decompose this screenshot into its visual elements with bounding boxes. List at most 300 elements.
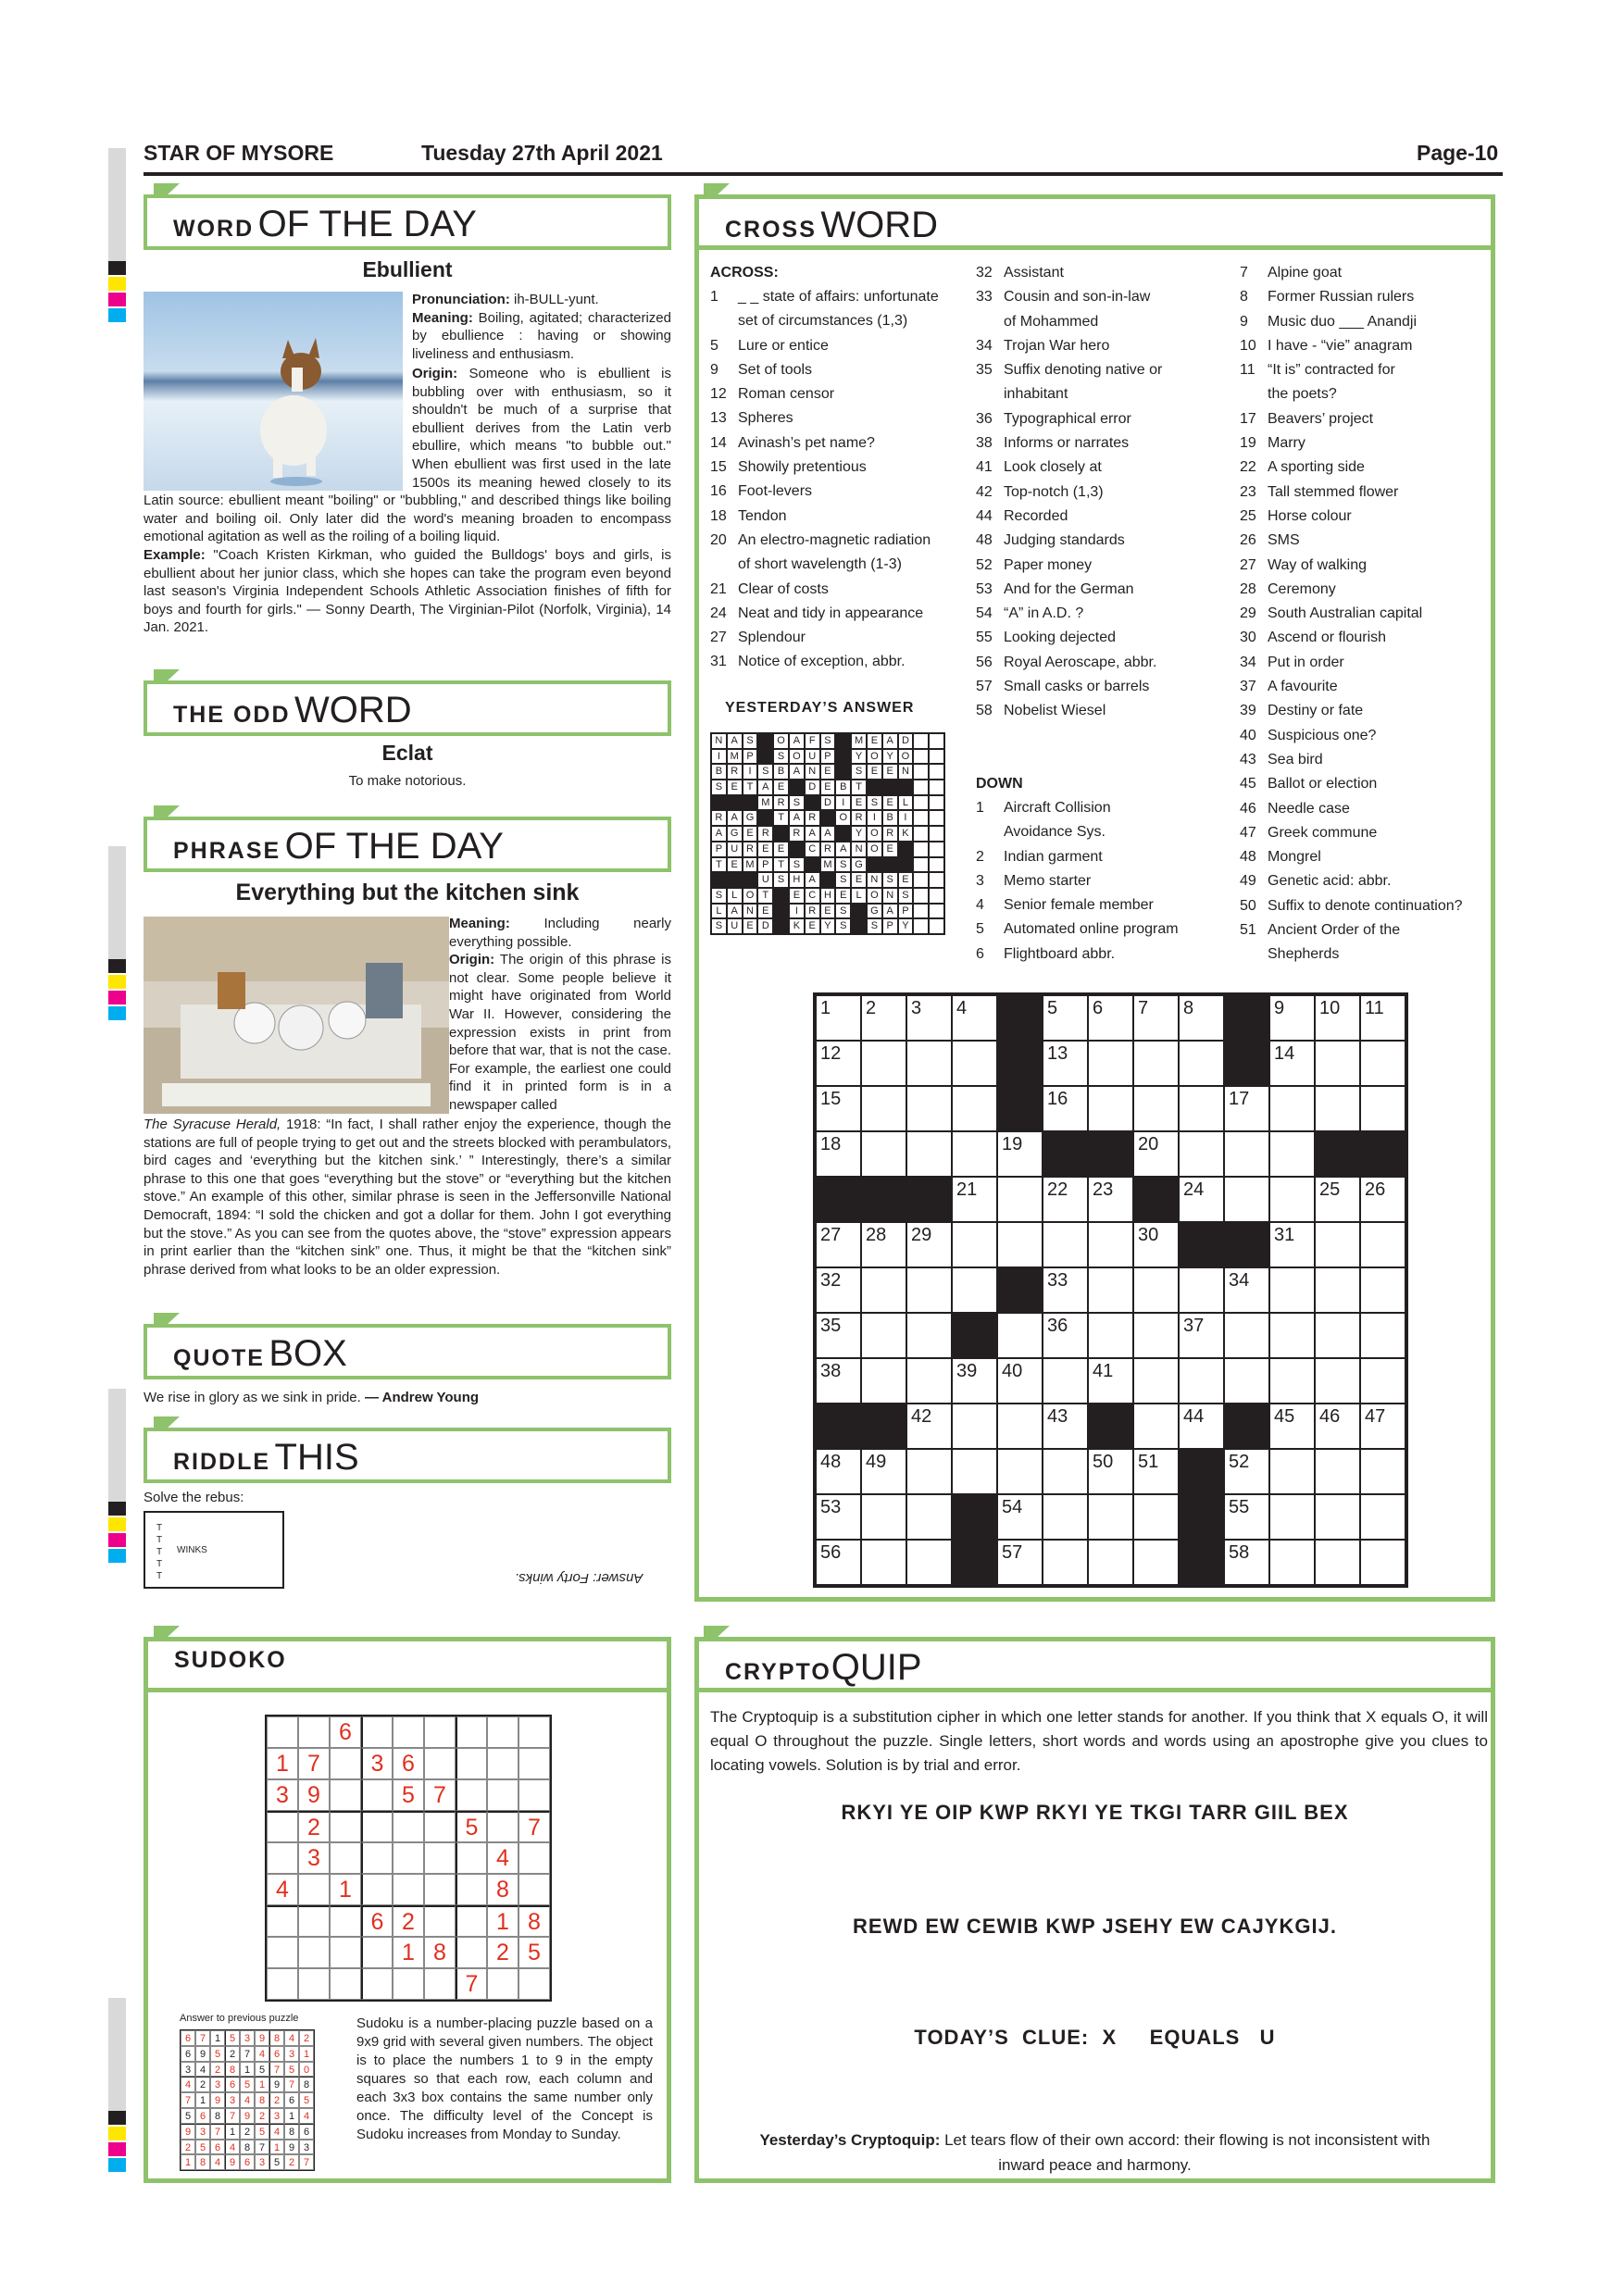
sudoku-cell[interactable] bbox=[330, 1842, 361, 1874]
crossword-cell[interactable] bbox=[952, 1086, 997, 1131]
sudoku-cell[interactable] bbox=[487, 1716, 518, 1748]
crossword-cell[interactable] bbox=[1043, 1494, 1088, 1540]
crossword-cell[interactable] bbox=[1360, 1494, 1405, 1540]
crossword-cell[interactable]: 45 bbox=[1269, 1404, 1315, 1449]
crossword-cell[interactable]: 6 bbox=[1088, 995, 1133, 1041]
sudoku-answer-cell: 6 bbox=[210, 2140, 225, 2155]
sudoku-cell[interactable]: 3 bbox=[298, 1842, 330, 1874]
crossword-cell[interactable] bbox=[1360, 1449, 1405, 1494]
sudoku-cell[interactable] bbox=[267, 1811, 298, 1842]
crossword-cell[interactable]: 11 bbox=[1360, 995, 1405, 1041]
crossword-cell[interactable] bbox=[1315, 1041, 1360, 1086]
crossword-cell[interactable] bbox=[1360, 1358, 1405, 1404]
crossword-cell[interactable] bbox=[1269, 1540, 1315, 1585]
crossword-cell[interactable] bbox=[861, 1358, 906, 1404]
sudoku-cell[interactable] bbox=[456, 1748, 487, 1779]
crossword-cell[interactable] bbox=[861, 1267, 906, 1313]
sudoku-cell[interactable]: 3 bbox=[361, 1748, 393, 1779]
sudoku-answer-cell: 2 bbox=[269, 2092, 284, 2108]
sudoku-cell[interactable]: 8 bbox=[518, 1905, 550, 1937]
crossword-cell[interactable] bbox=[1088, 1494, 1133, 1540]
crossword-cell[interactable] bbox=[906, 1131, 952, 1177]
crossword-cell[interactable] bbox=[1133, 1313, 1179, 1358]
sudoku-answer-cell: 5 bbox=[269, 2154, 284, 2170]
sudoku-cell[interactable] bbox=[298, 1874, 330, 1905]
crossword-grid[interactable] bbox=[813, 992, 1408, 1588]
crossword-cell[interactable] bbox=[1043, 1540, 1088, 1585]
sudoku-cell[interactable] bbox=[424, 1716, 456, 1748]
sudoku-cell[interactable] bbox=[456, 1779, 487, 1811]
sudoku-cell[interactable] bbox=[267, 1842, 298, 1874]
crossword-cell[interactable] bbox=[1133, 1086, 1179, 1131]
sudoku-cell[interactable]: 4 bbox=[487, 1842, 518, 1874]
crossword-cell[interactable] bbox=[906, 1267, 952, 1313]
clue-text: Senior female member bbox=[1004, 897, 1154, 914]
crossword-cell[interactable]: 23 bbox=[1088, 1177, 1133, 1222]
crossword-cell[interactable]: 51 bbox=[1133, 1449, 1179, 1494]
crossword-cell[interactable]: 9 bbox=[1269, 995, 1315, 1041]
sudoku-cell[interactable] bbox=[361, 1968, 393, 2000]
sudoku-cell[interactable] bbox=[456, 1905, 487, 1937]
crossword-cell[interactable]: 39 bbox=[952, 1358, 997, 1404]
clue-text: Nobelist Wiesel bbox=[1004, 703, 1106, 719]
sudoku-cell[interactable]: 6 bbox=[393, 1748, 424, 1779]
sudoku-cell[interactable]: 1 bbox=[487, 1905, 518, 1937]
crossword-cell[interactable] bbox=[1269, 1267, 1315, 1313]
crossword-cell[interactable]: 37 bbox=[1179, 1313, 1224, 1358]
crossword-cell[interactable] bbox=[952, 1131, 997, 1177]
crossword-cell[interactable] bbox=[1360, 1041, 1405, 1086]
source-name: The Syracuse Herald, bbox=[144, 1117, 281, 1132]
sudoku-cell[interactable] bbox=[298, 1968, 330, 2000]
cryptoquip-clue: TODAY’S CLUE: X EQUALS U bbox=[914, 2026, 1276, 2049]
crossword-cell[interactable] bbox=[1360, 1313, 1405, 1358]
crossword-cell[interactable] bbox=[952, 1449, 997, 1494]
clue-item bbox=[1240, 285, 1490, 309]
crossword-cell[interactable]: 44 bbox=[1179, 1404, 1224, 1449]
sudoku-cell[interactable] bbox=[456, 1874, 487, 1905]
crossword-cell[interactable]: 13 bbox=[1043, 1041, 1088, 1086]
sudoku-cell[interactable] bbox=[330, 1811, 361, 1842]
phrase-header bbox=[144, 817, 671, 872]
crossword-cell[interactable] bbox=[1179, 1358, 1224, 1404]
crossword-cell[interactable] bbox=[1088, 1222, 1133, 1267]
sudoku-cell[interactable] bbox=[361, 1779, 393, 1811]
crossword-cell[interactable] bbox=[861, 1086, 906, 1131]
crossword-cell[interactable]: 29 bbox=[906, 1222, 952, 1267]
sudoku-cell[interactable] bbox=[330, 1968, 361, 2000]
crossword-cell[interactable]: 5 bbox=[1043, 995, 1088, 1041]
meaning-text: Including nearly everything possible. bbox=[449, 916, 671, 950]
answer-cell: R bbox=[820, 842, 836, 857]
crossword-cell[interactable]: 36 bbox=[1043, 1313, 1088, 1358]
meaning-label: Meaning: bbox=[449, 916, 510, 931]
answer-cell: P bbox=[898, 904, 914, 919]
answer-cell: T bbox=[757, 888, 773, 904]
crossword-cell[interactable]: 35 bbox=[816, 1313, 861, 1358]
answer-cell: L bbox=[727, 888, 743, 904]
clue-number: 41 bbox=[976, 459, 993, 476]
sudoku-cell[interactable]: 1 bbox=[267, 1748, 298, 1779]
crossword-cell[interactable]: 38 bbox=[816, 1358, 861, 1404]
sudoku-cell[interactable] bbox=[298, 1937, 330, 1968]
answer-block bbox=[743, 872, 758, 888]
clue-text: Informs or narrates bbox=[1004, 435, 1130, 452]
crossword-cell[interactable]: 28 bbox=[861, 1222, 906, 1267]
crossword-cell[interactable]: 52 bbox=[1224, 1449, 1269, 1494]
sudoku-cell[interactable] bbox=[518, 1748, 550, 1779]
crossword-cell[interactable] bbox=[1133, 1041, 1179, 1086]
crossword-cell[interactable]: 53 bbox=[816, 1494, 861, 1540]
answer-cell: O bbox=[867, 749, 882, 765]
sudoku-cell[interactable] bbox=[393, 1842, 424, 1874]
clue-text: Memo starter bbox=[1004, 872, 1092, 889]
crossword-cell[interactable] bbox=[861, 1540, 906, 1585]
sudoku-answer-cell: 6 bbox=[225, 2077, 240, 2092]
crossword-cell[interactable] bbox=[1133, 1494, 1179, 1540]
clue-text: Suffix denoting native or bbox=[1004, 362, 1163, 379]
crossword-cell[interactable] bbox=[861, 1041, 906, 1086]
crossword-cell[interactable]: 40 bbox=[997, 1358, 1043, 1404]
crossword-cell[interactable]: 19 bbox=[997, 1131, 1043, 1177]
crossword-cell[interactable] bbox=[906, 1540, 952, 1585]
sudoku-cell[interactable]: 5 bbox=[456, 1811, 487, 1842]
crossword-cell[interactable]: 14 bbox=[1269, 1041, 1315, 1086]
crossword-cell[interactable] bbox=[1224, 1358, 1269, 1404]
sudoku-cell[interactable] bbox=[298, 1716, 330, 1748]
crossword-cell[interactable]: 26 bbox=[1360, 1177, 1405, 1222]
crossword-cell[interactable] bbox=[1179, 1086, 1224, 1131]
crossword-cell[interactable]: 47 bbox=[1360, 1404, 1405, 1449]
crossword-cell[interactable] bbox=[1360, 1540, 1405, 1585]
sudoku-cell[interactable] bbox=[361, 1874, 393, 1905]
sudoku-cell[interactable]: 5 bbox=[393, 1779, 424, 1811]
crossword-cell[interactable]: 21 bbox=[952, 1177, 997, 1222]
sudoku-cell[interactable] bbox=[487, 1811, 518, 1842]
answer-block bbox=[743, 795, 758, 811]
crossword-cell[interactable] bbox=[1360, 1086, 1405, 1131]
sudoku-cell[interactable]: 7 bbox=[424, 1779, 456, 1811]
sudoku-cell[interactable] bbox=[456, 1716, 487, 1748]
crossword-cell[interactable] bbox=[1315, 1086, 1360, 1131]
sudoku-cell[interactable]: 2 bbox=[298, 1811, 330, 1842]
sudoku-cell[interactable] bbox=[298, 1905, 330, 1937]
sudoku-cell[interactable]: 4 bbox=[267, 1874, 298, 1905]
sudoku-cell[interactable] bbox=[393, 1968, 424, 2000]
clue-item bbox=[710, 382, 951, 406]
sudoku-cell[interactable]: 1 bbox=[330, 1874, 361, 1905]
crossword-cell[interactable]: 24 bbox=[1179, 1177, 1224, 1222]
sudoku-cell[interactable] bbox=[487, 1748, 518, 1779]
crossword-cell[interactable]: 7 bbox=[1133, 995, 1179, 1041]
answer-cell: N bbox=[882, 888, 898, 904]
crossword-cell[interactable] bbox=[1315, 1222, 1360, 1267]
sudoku-cell[interactable] bbox=[456, 1842, 487, 1874]
clue-item bbox=[976, 796, 1217, 820]
clue-item bbox=[1240, 724, 1490, 748]
crossword-cell[interactable]: 31 bbox=[1269, 1222, 1315, 1267]
clue-number: 50 bbox=[1240, 897, 1256, 914]
crossword-cell[interactable] bbox=[1224, 1313, 1269, 1358]
crossword-cell[interactable] bbox=[1088, 1267, 1133, 1313]
sudoku-cell[interactable] bbox=[424, 1968, 456, 2000]
clue-number: 5 bbox=[710, 337, 718, 354]
sudoku-cell[interactable] bbox=[330, 1905, 361, 1937]
crossword-cell[interactable]: 3 bbox=[906, 995, 952, 1041]
sudoku-cell[interactable] bbox=[267, 1937, 298, 1968]
crossword-cell[interactable] bbox=[997, 1222, 1043, 1267]
answer-cell: T bbox=[711, 857, 727, 873]
crossword-cell[interactable] bbox=[1315, 1449, 1360, 1494]
crossword-cell[interactable]: 58 bbox=[1224, 1540, 1269, 1585]
sudoku-cell[interactable]: 8 bbox=[424, 1937, 456, 1968]
clue-number: 21 bbox=[710, 580, 727, 597]
crossword-cell[interactable] bbox=[1269, 1086, 1315, 1131]
sudoku-cell[interactable]: 7 bbox=[518, 1811, 550, 1842]
crossword-cell[interactable] bbox=[997, 1404, 1043, 1449]
crossword-cell[interactable] bbox=[1179, 1267, 1224, 1313]
crossword-cell[interactable]: 43 bbox=[1043, 1404, 1088, 1449]
crossword-cell[interactable] bbox=[1133, 1267, 1179, 1313]
crossword-cell[interactable]: 33 bbox=[1043, 1267, 1088, 1313]
crossword-cell[interactable] bbox=[1315, 1267, 1360, 1313]
crossword-cell[interactable]: 12 bbox=[816, 1041, 861, 1086]
answer-cell: E bbox=[898, 872, 914, 888]
crossword-cell[interactable]: 50 bbox=[1088, 1449, 1133, 1494]
crossword-cell[interactable] bbox=[1133, 1540, 1179, 1585]
across-label: ACROSS: bbox=[710, 265, 779, 281]
sudoku-cell[interactable] bbox=[518, 1779, 550, 1811]
sudoku-cell[interactable]: 2 bbox=[487, 1937, 518, 1968]
crossword-cell[interactable]: 16 bbox=[1043, 1086, 1088, 1131]
sudoku-cell[interactable] bbox=[424, 1874, 456, 1905]
answer-block bbox=[913, 918, 929, 934]
crossword-cell[interactable] bbox=[1088, 1041, 1133, 1086]
crossword-cell[interactable] bbox=[952, 1041, 997, 1086]
sudoku-cell[interactable] bbox=[267, 1968, 298, 2000]
answer-block bbox=[727, 795, 743, 811]
sudoku-cell[interactable] bbox=[361, 1937, 393, 1968]
sudoku-cell[interactable] bbox=[330, 1779, 361, 1811]
sudoku-cell[interactable]: 9 bbox=[298, 1779, 330, 1811]
section-title-b: THIS bbox=[274, 1437, 359, 1478]
crossword-cell[interactable] bbox=[1269, 1177, 1315, 1222]
crossword-cell[interactable]: 22 bbox=[1043, 1177, 1088, 1222]
sudoku-cell[interactable]: 5 bbox=[518, 1937, 550, 1968]
section-title-b: OF THE DAY bbox=[257, 204, 477, 244]
crossword-cell[interactable] bbox=[1043, 1358, 1088, 1404]
crossword-cell[interactable] bbox=[1133, 1404, 1179, 1449]
crossword-cell[interactable] bbox=[906, 1313, 952, 1358]
crossword-cell[interactable] bbox=[997, 1449, 1043, 1494]
sudoku-cell[interactable] bbox=[424, 1748, 456, 1779]
crossword-cell[interactable]: 57 bbox=[997, 1540, 1043, 1585]
crossword-cell[interactable]: 2 bbox=[861, 995, 906, 1041]
crossword-cell[interactable] bbox=[906, 1449, 952, 1494]
crossword-cell[interactable] bbox=[1088, 1540, 1133, 1585]
clue-text: And for the German bbox=[1004, 580, 1134, 597]
clue-item bbox=[710, 553, 951, 577]
crossword-cell[interactable] bbox=[1088, 1086, 1133, 1131]
crossword-cell[interactable] bbox=[997, 1313, 1043, 1358]
sudoku-cell[interactable] bbox=[267, 1905, 298, 1937]
origin-label: Origin: bbox=[449, 952, 495, 968]
answer-cell: U bbox=[727, 918, 743, 934]
crossword-cell[interactable]: 20 bbox=[1133, 1131, 1179, 1177]
word-of-day-word: Ebullient bbox=[362, 257, 453, 281]
crossword-cell[interactable] bbox=[1269, 1449, 1315, 1494]
sudoku-answer-cell: 5 bbox=[195, 2140, 210, 2155]
sudoku-answer-cell: 6 bbox=[299, 2124, 314, 2140]
crossword-cell[interactable]: 46 bbox=[1315, 1404, 1360, 1449]
crossword-cell[interactable] bbox=[1315, 1313, 1360, 1358]
clue-number: 1 bbox=[710, 289, 718, 305]
crossword-cell[interactable] bbox=[1088, 1313, 1133, 1358]
answer-block bbox=[898, 842, 914, 857]
crossword-cell[interactable] bbox=[1315, 1540, 1360, 1585]
crossword-cell[interactable]: 49 bbox=[861, 1449, 906, 1494]
crossword-cell[interactable] bbox=[952, 1267, 997, 1313]
crossword-cell[interactable] bbox=[906, 1086, 952, 1131]
sudoku-answer-cell: 1 bbox=[225, 2124, 240, 2140]
crossword-cell[interactable]: 27 bbox=[816, 1222, 861, 1267]
crossword-cell[interactable]: 41 bbox=[1088, 1358, 1133, 1404]
crossword-cell[interactable] bbox=[906, 1358, 952, 1404]
crossword-cell[interactable] bbox=[1224, 1131, 1269, 1177]
sudoku-cell[interactable] bbox=[487, 1779, 518, 1811]
crossword-cell[interactable] bbox=[1360, 1267, 1405, 1313]
riddle-header bbox=[144, 1428, 671, 1483]
cryptoquip-yesterday bbox=[759, 2128, 1430, 2177]
sudoku-cell[interactable] bbox=[330, 1937, 361, 1968]
crossword-cell[interactable]: 48 bbox=[816, 1449, 861, 1494]
sudoku-cell[interactable] bbox=[456, 1937, 487, 1968]
crossword-cell[interactable]: 42 bbox=[906, 1404, 952, 1449]
crossword-cell[interactable] bbox=[1269, 1313, 1315, 1358]
clue-item bbox=[976, 917, 1217, 942]
crossword-cell[interactable] bbox=[1315, 1494, 1360, 1540]
crossword-cell[interactable] bbox=[952, 1222, 997, 1267]
sudoku-cell[interactable]: 6 bbox=[361, 1905, 393, 1937]
clue-item bbox=[976, 407, 1217, 431]
crossword-cell[interactable] bbox=[1043, 1222, 1088, 1267]
answer-cell: F bbox=[805, 733, 820, 749]
odd-word-meaning: To make notorious. bbox=[348, 773, 467, 789]
sudoku-cell[interactable]: 2 bbox=[393, 1905, 424, 1937]
clue-number: 36 bbox=[976, 410, 993, 427]
answer-cell: I bbox=[898, 810, 914, 826]
answer-cell: L bbox=[898, 795, 914, 811]
sudoku-answer-cell: 2 bbox=[299, 2030, 314, 2046]
crossword-cell[interactable]: 56 bbox=[816, 1540, 861, 1585]
crossword-cell[interactable]: 25 bbox=[1315, 1177, 1360, 1222]
crossword-cell[interactable] bbox=[1043, 1449, 1088, 1494]
sudoku-cell[interactable] bbox=[361, 1716, 393, 1748]
sudoku-cell[interactable]: 1 bbox=[393, 1937, 424, 1968]
clue-item bbox=[710, 431, 951, 455]
crossword-cell[interactable]: 4 bbox=[952, 995, 997, 1041]
crossword-cell[interactable] bbox=[1224, 1177, 1269, 1222]
sudoku-cell[interactable] bbox=[361, 1811, 393, 1842]
clue-item bbox=[1240, 480, 1490, 505]
crossword-cell[interactable] bbox=[952, 1404, 997, 1449]
crossword-cell[interactable]: 54 bbox=[997, 1494, 1043, 1540]
sudoku-answer-cell: 3 bbox=[225, 2092, 240, 2108]
crossword-cell[interactable] bbox=[1360, 1222, 1405, 1267]
crossword-cell[interactable]: 55 bbox=[1224, 1494, 1269, 1540]
crossword-cell[interactable] bbox=[1179, 1041, 1224, 1086]
crossword-cell[interactable]: 18 bbox=[816, 1131, 861, 1177]
sudoku-grid[interactable] bbox=[265, 1715, 552, 2002]
sudoku-cell[interactable] bbox=[518, 1716, 550, 1748]
sudoku-cell[interactable] bbox=[267, 1716, 298, 1748]
crossword-cell[interactable]: 8 bbox=[1179, 995, 1224, 1041]
answer-block bbox=[757, 810, 773, 826]
clue-text: Avoidance Sys. bbox=[1004, 824, 1106, 841]
crossword-cell[interactable] bbox=[1269, 1358, 1315, 1404]
sudoku-cell[interactable] bbox=[518, 1874, 550, 1905]
sudoku-answer-cell: 7 bbox=[269, 2062, 284, 2078]
crossword-cell[interactable]: 1 bbox=[816, 995, 861, 1041]
crossword-cell[interactable] bbox=[906, 1041, 952, 1086]
answer-block bbox=[929, 842, 944, 857]
answer-cell: R bbox=[851, 810, 867, 826]
crossword-cell[interactable] bbox=[861, 1494, 906, 1540]
sudoku-cell[interactable]: 3 bbox=[267, 1779, 298, 1811]
clue-text: Looking dejected bbox=[1004, 630, 1116, 646]
sudoku-cell[interactable]: 6 bbox=[330, 1716, 361, 1748]
sudoku-cell[interactable] bbox=[393, 1811, 424, 1842]
sudoku-cell[interactable] bbox=[424, 1905, 456, 1937]
crossword-cell[interactable] bbox=[861, 1313, 906, 1358]
crossword-cell[interactable]: 32 bbox=[816, 1267, 861, 1313]
crossword-cell[interactable]: 15 bbox=[816, 1086, 861, 1131]
answer-block bbox=[757, 733, 773, 749]
sudoku-cell[interactable] bbox=[361, 1842, 393, 1874]
clue-text: Recorded bbox=[1004, 507, 1068, 524]
sudoku-cell[interactable] bbox=[487, 1968, 518, 2000]
crossword-cell[interactable] bbox=[1179, 1131, 1224, 1177]
clue-number: 34 bbox=[976, 337, 993, 354]
answer-cell: B bbox=[773, 764, 789, 780]
sudoku-cell[interactable] bbox=[518, 1968, 550, 2000]
sudoku-cell[interactable] bbox=[393, 1874, 424, 1905]
sudoku-cell[interactable] bbox=[424, 1842, 456, 1874]
crossword-cell[interactable] bbox=[1133, 1358, 1179, 1404]
clue-number: 56 bbox=[976, 654, 993, 670]
paper-name: STAR OF MYSORE bbox=[144, 141, 334, 165]
sudoku-cell[interactable] bbox=[518, 1842, 550, 1874]
header-rule bbox=[144, 172, 1503, 176]
crossword-cell[interactable] bbox=[861, 1131, 906, 1177]
crossword-cell[interactable] bbox=[1269, 1494, 1315, 1540]
sudoku-cell[interactable] bbox=[424, 1811, 456, 1842]
clue-text: Horse colour bbox=[1268, 507, 1352, 524]
sudoku-cell[interactable] bbox=[330, 1748, 361, 1779]
crossword-cell[interactable] bbox=[906, 1494, 952, 1540]
crossword-cell[interactable] bbox=[1315, 1358, 1360, 1404]
crossword-cell[interactable]: 17 bbox=[1224, 1086, 1269, 1131]
sudoku-cell[interactable]: 7 bbox=[456, 1968, 487, 2000]
crossword-cell[interactable] bbox=[1269, 1131, 1315, 1177]
crossword-cell[interactable]: 10 bbox=[1315, 995, 1360, 1041]
crossword-cell[interactable] bbox=[997, 1177, 1043, 1222]
crossword-cell[interactable]: 30 bbox=[1133, 1222, 1179, 1267]
sudoku-cell[interactable]: 7 bbox=[298, 1748, 330, 1779]
crossword-cell[interactable]: 34 bbox=[1224, 1267, 1269, 1313]
sudoku-cell[interactable] bbox=[393, 1716, 424, 1748]
sudoku-cell[interactable]: 8 bbox=[487, 1874, 518, 1905]
